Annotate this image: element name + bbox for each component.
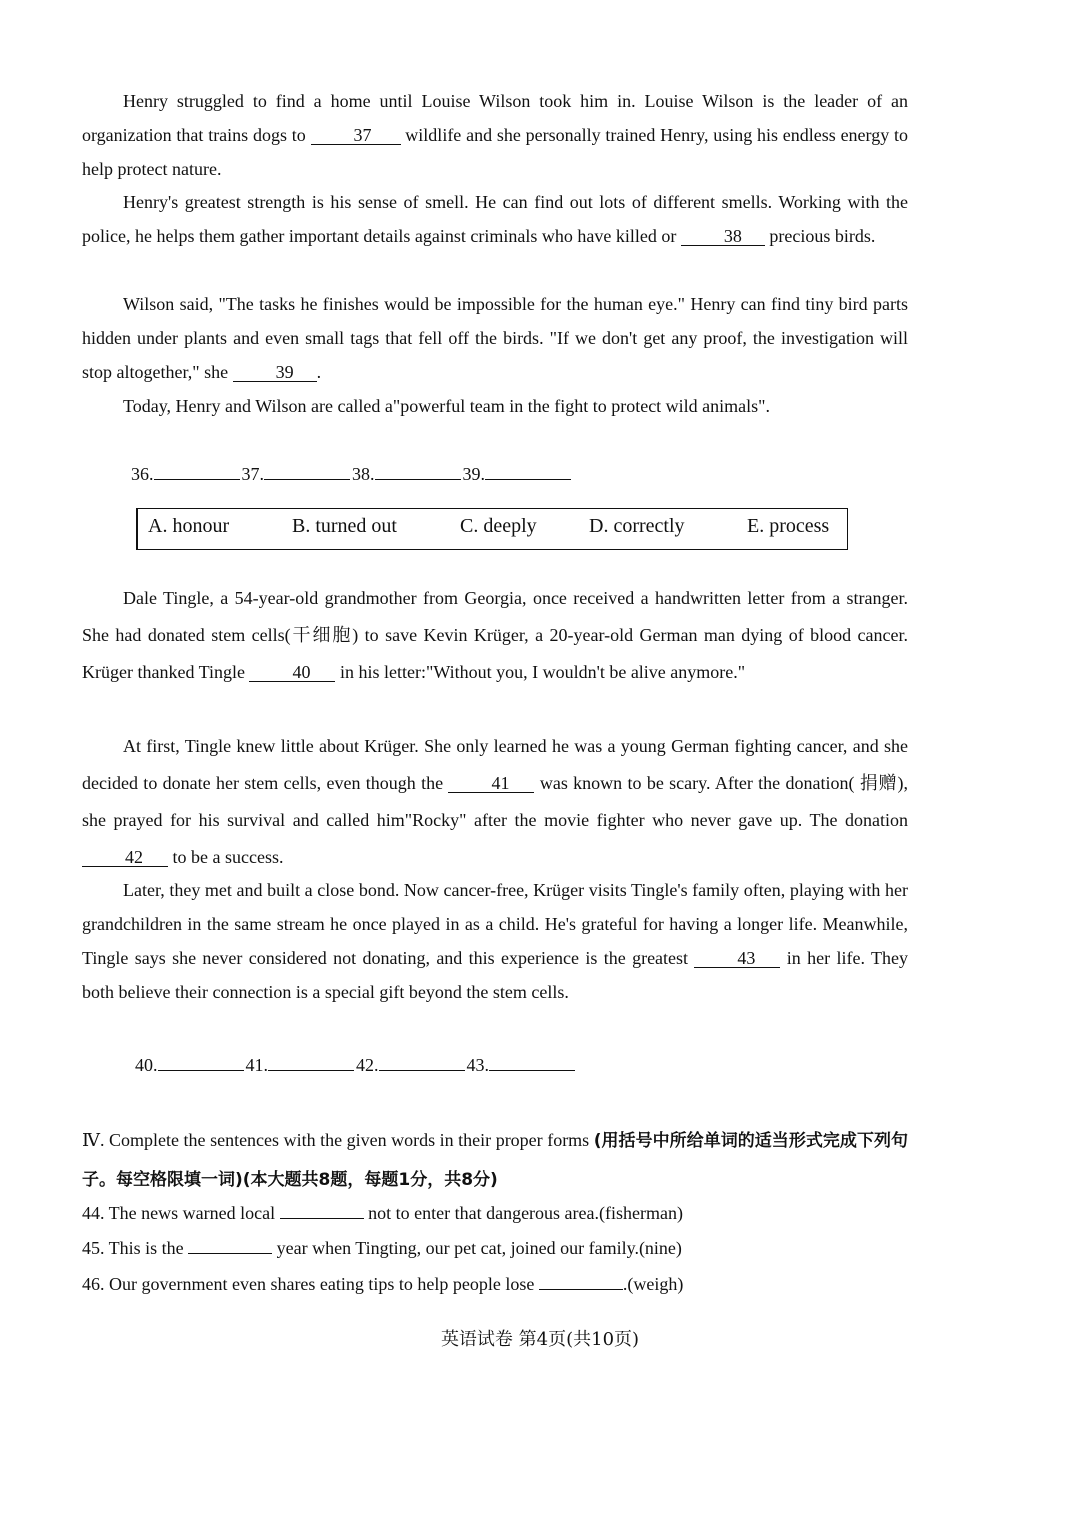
page-footer: 英语试卷 第4页(共10页) [440,1329,640,1350]
passage1-paragraph1: Henry struggled to find a home until Louise Wilson took him in. Louise Wilson is the leader of an organization that trains dogs to 37 wildlife and she personally trained Henry, using his endless energy to help protect nature. [82,91,908,179]
option-a: A. honour [148,515,230,537]
section-4-title: Ⅳ. Complete the sentences with the given words in their proper forms (用括号中所给单词的适当形式完成下列句子。每空格限填一词)(本大题共8题，每题1分，共8分) [82,1130,908,1190]
answer-label-41: 41. [245,1055,268,1075]
blank-37[interactable]: 37 [311,126,401,145]
option-c: C. deeply [460,515,537,537]
answer-line-39[interactable] [485,465,571,480]
answer-label-36: 36. [131,464,154,484]
question-45: 45. This is the year when Tingting, our pet cat, joined our family.(nine) [82,1238,682,1258]
blank-43[interactable]: 43 [694,949,780,968]
passage1-paragraph4: Today, Henry and Wilson are called a"powerful team in the fight to protect wild animals". [123,396,771,416]
answer-line-44[interactable] [280,1204,364,1219]
answer-label-42: 42. [356,1055,379,1075]
answer-line-37[interactable] [264,465,350,480]
blank-38[interactable]: 38 [681,227,765,246]
blank-42[interactable]: 42 [82,848,168,867]
answer-label-37: 37. [241,464,264,484]
answer-line-42[interactable] [379,1056,465,1071]
answer-line-43[interactable] [489,1056,575,1071]
answer-line-38[interactable] [375,465,461,480]
passage2-paragraph3: Later, they met and built a close bond. Now cancer-free, Krüger visits Tingle's family often, playing with her grandchildren in the same stream he once played in as a child. He's grateful for having a longer life. Meanwhile, Tingle says she never considered not donating, and this experience is the greatest 43 in her life. They both believe their connection is a special gift beyond the stem cells. [82,880,908,1002]
answer-label-38: 38. [352,464,375,484]
option-d: D. correctly [589,515,685,537]
answer-line-46[interactable] [539,1275,623,1290]
answer-line-40[interactable] [158,1056,244,1071]
passage2-paragraph2: At first, Tingle knew little about Krüger. She only learned he was a young German fighting cancer, and she decided to donate her stem cells, even though the 41 was known to be scary. After the donation( 捐赠), she prayed for his survival and called him"Rocky" after the movie fighter who never gave up. The donation 42 to be a success. [82,736,909,867]
question-46: 46. Our government even shares eating tips to help people lose .(weigh) [82,1274,684,1294]
question-44: 44. The news warned local not to enter that dangerous area.(fisherman) [82,1203,683,1223]
passage2-paragraph1: Dale Tingle, a 54-year-old grandmother from Georgia, once received a handwritten letter from a stranger. She had donated stem cells(干细胞) to save Kevin Krüger, a 20-year-old German man dying of blood cancer. Krüger thanked Tingle 40 in his letter:"Without you, I wouldn't be alive anymore." [82,588,908,682]
answer-label-39: 39. [462,464,485,484]
option-b: B. turned out [292,515,397,537]
answer-label-40: 40. [135,1055,158,1075]
passage1-paragraph3: Wilson said, "The tasks he finishes would be impossible for the human eye." Henry can find tiny bird parts hidden under plants and even small tags that fell off the birds. "If we don't get any proof, the investigation will stop altogether," she 39 . [82,294,908,382]
blank-41[interactable]: 41 [448,774,534,793]
answer-row-40-43 [135,1055,577,1076]
passage1-paragraph2: Henry's greatest strength is his sense of smell. He can find out lots of different smells. Working with the police, he helps them gather important details against criminals who have killed or 38 precious birds. [82,192,908,246]
answer-label-43: 43. [466,1055,489,1075]
option-e: E. process [747,515,830,537]
word-options-box [136,508,848,550]
blank-39[interactable]: 39 [233,363,317,382]
answer-line-36[interactable] [154,465,240,480]
answer-line-41[interactable] [268,1056,354,1071]
answer-line-45[interactable] [188,1239,272,1254]
answer-row-36-39 [131,464,573,485]
blank-40[interactable]: 40 [249,663,335,682]
